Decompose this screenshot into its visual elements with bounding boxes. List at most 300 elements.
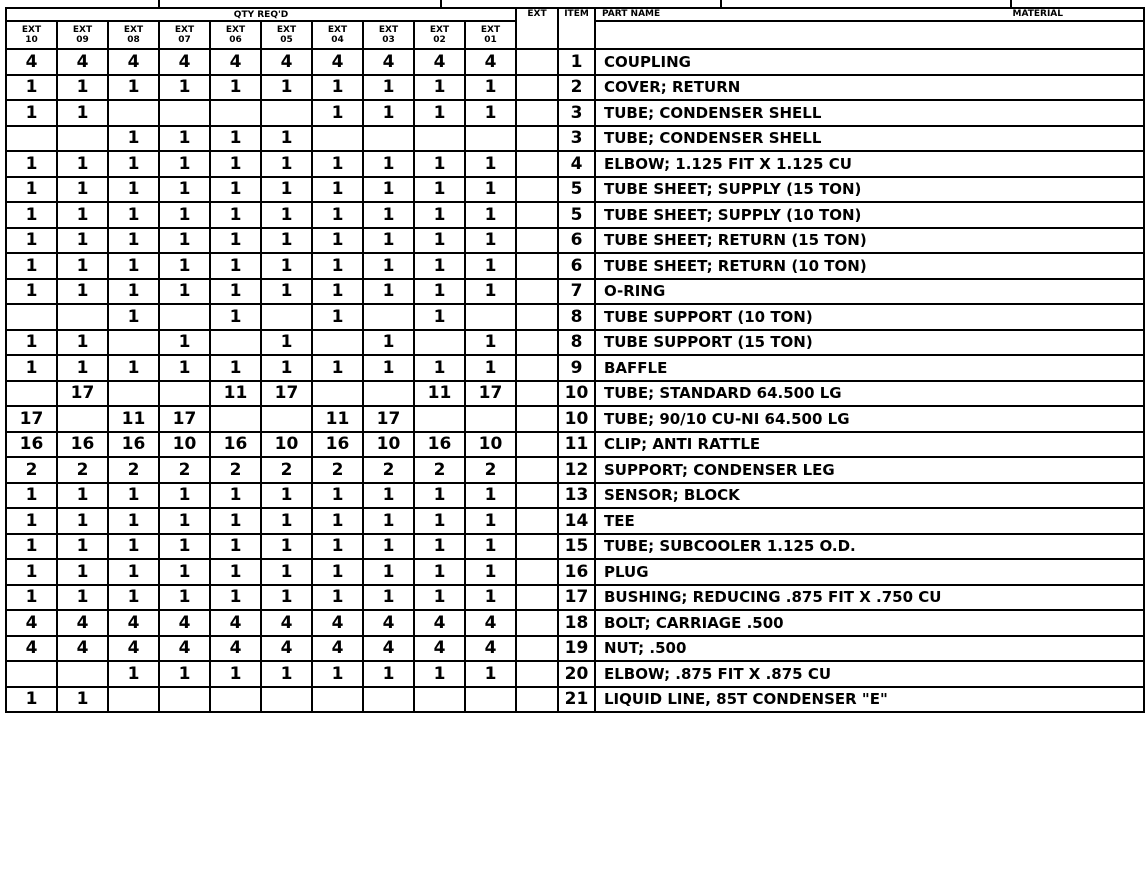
item-number: 6 <box>558 228 595 254</box>
qty-cell: 1 <box>210 228 261 254</box>
part-name: ELBOW; 1.125 FIT X 1.125 CU <box>595 151 1144 177</box>
qty-cell: 1 <box>312 483 363 509</box>
qty-cell: 1 <box>108 534 159 560</box>
qty-cell: 1 <box>414 559 465 585</box>
bom-row <box>6 406 1144 432</box>
qty-cell: 1 <box>414 661 465 687</box>
qty-cell: 1 <box>312 177 363 203</box>
qty-cell: 1 <box>210 661 261 687</box>
qty-cell: 1 <box>159 75 210 101</box>
qty-cell: 1 <box>6 202 57 228</box>
bom-row <box>6 202 1144 228</box>
qty-cell: 1 <box>159 253 210 279</box>
qty-cell: 1 <box>159 126 210 152</box>
qty-cell <box>210 687 261 713</box>
part-name: COVER; RETURN <box>595 75 1144 101</box>
qty-cell <box>312 381 363 407</box>
qty-cell: 1 <box>57 559 108 585</box>
qty-cell: 1 <box>414 100 465 126</box>
ext-cell <box>516 406 558 432</box>
qty-cell: 2 <box>261 457 312 483</box>
bom-row <box>6 330 1144 356</box>
qty-cell <box>108 381 159 407</box>
qty-cell: 1 <box>108 75 159 101</box>
bom-row <box>6 508 1144 534</box>
ext-column-header <box>57 21 108 49</box>
qty-cell: 1 <box>6 279 57 305</box>
qty-cell: 1 <box>210 355 261 381</box>
qty-cell: 4 <box>210 49 261 75</box>
qty-cell: 1 <box>465 100 516 126</box>
qty-cell: 1 <box>108 228 159 254</box>
qty-cell: 4 <box>108 49 159 75</box>
qty-cell: 1 <box>261 508 312 534</box>
qty-cell: 1 <box>108 151 159 177</box>
qty-cell: 1 <box>414 177 465 203</box>
qty-cell: 1 <box>159 355 210 381</box>
qty-cell: 1 <box>6 585 57 611</box>
qty-cell: 1 <box>57 355 108 381</box>
qty-cell: 1 <box>6 355 57 381</box>
item-number: 12 <box>558 457 595 483</box>
part-name: BAFFLE <box>595 355 1144 381</box>
bom-row <box>6 661 1144 687</box>
qty-cell: 1 <box>6 100 57 126</box>
bom-row <box>6 687 1144 713</box>
qty-cell: 4 <box>108 610 159 636</box>
part-name: TUBE SHEET; RETURN (10 TON) <box>595 253 1144 279</box>
part-name: TUBE SUPPORT (10 TON) <box>595 304 1144 330</box>
qty-cell: 4 <box>414 610 465 636</box>
qty-cell: 16 <box>414 432 465 458</box>
qty-cell: 1 <box>57 687 108 713</box>
qty-cell: 1 <box>6 508 57 534</box>
bom-row <box>6 304 1144 330</box>
ext-column-header <box>465 21 516 49</box>
qty-cell: 1 <box>363 585 414 611</box>
qty-cell: 4 <box>261 636 312 662</box>
qty-cell: 1 <box>465 355 516 381</box>
qty-cell: 4 <box>312 636 363 662</box>
qty-cell: 1 <box>261 126 312 152</box>
qty-cell <box>108 687 159 713</box>
qty-cell: 1 <box>363 253 414 279</box>
qty-cell: 1 <box>159 151 210 177</box>
qty-cell: 1 <box>159 508 210 534</box>
qty-cell: 1 <box>210 253 261 279</box>
qty-cell: 1 <box>363 661 414 687</box>
qty-cell: 4 <box>465 610 516 636</box>
qty-cell: 2 <box>210 457 261 483</box>
qty-cell: 4 <box>57 49 108 75</box>
qty-cell: 1 <box>465 279 516 305</box>
qty-cell: 1 <box>159 177 210 203</box>
qty-cell: 1 <box>210 177 261 203</box>
qty-cell <box>57 661 108 687</box>
bom-row <box>6 355 1144 381</box>
qty-cell: 1 <box>465 330 516 356</box>
qty-cell: 1 <box>465 661 516 687</box>
qty-cell: 1 <box>414 75 465 101</box>
item-number: 20 <box>558 661 595 687</box>
qty-cell: 1 <box>108 585 159 611</box>
qty-cell: 1 <box>57 534 108 560</box>
bom-row <box>6 610 1144 636</box>
qty-cell: 1 <box>210 534 261 560</box>
qty-cell: 1 <box>6 228 57 254</box>
qty-cell: 1 <box>465 585 516 611</box>
qty-cell: 1 <box>414 202 465 228</box>
qty-cell: 16 <box>210 432 261 458</box>
qty-cell: 1 <box>6 151 57 177</box>
qty-cell: 1 <box>210 585 261 611</box>
part-name-label: PART NAME <box>602 9 661 19</box>
bom-row <box>6 279 1144 305</box>
qty-cell <box>414 330 465 356</box>
item-number: 8 <box>558 304 595 330</box>
qty-cell: 1 <box>210 202 261 228</box>
qty-cell: 11 <box>312 406 363 432</box>
qty-cell: 1 <box>363 228 414 254</box>
qty-cell: 1 <box>159 279 210 305</box>
qty-cell: 4 <box>210 636 261 662</box>
item-number: 8 <box>558 330 595 356</box>
qty-cell: 1 <box>312 661 363 687</box>
part-name-header <box>595 8 1144 21</box>
qty-cell: 1 <box>159 228 210 254</box>
part-name: NUT; .500 <box>595 636 1144 662</box>
bom-row <box>6 49 1144 75</box>
ext-cell <box>516 177 558 203</box>
part-name: TUBE SHEET; RETURN (15 TON) <box>595 228 1144 254</box>
qty-cell: 1 <box>465 151 516 177</box>
ext-column-header <box>363 21 414 49</box>
qty-cell <box>414 126 465 152</box>
qty-cell: 1 <box>261 202 312 228</box>
qty-cell: 11 <box>414 381 465 407</box>
qty-cell: 1 <box>363 75 414 101</box>
qty-cell: 4 <box>465 636 516 662</box>
ext-column-label: EXT 07 <box>174 25 195 45</box>
qty-cell <box>6 661 57 687</box>
part-name: TUBE SUPPORT (15 TON) <box>595 330 1144 356</box>
qty-cell: 4 <box>312 610 363 636</box>
ext-cell <box>516 304 558 330</box>
qty-cell: 1 <box>6 559 57 585</box>
qty-cell: 4 <box>159 636 210 662</box>
part-name: BUSHING; REDUCING .875 FIT X .750 CU <box>595 585 1144 611</box>
part-name: ELBOW; .875 FIT X .875 CU <box>595 661 1144 687</box>
bom-body <box>6 8 1144 712</box>
item-number: 18 <box>558 610 595 636</box>
part-name: CLIP; ANTI RATTLE <box>595 432 1144 458</box>
qty-cell <box>57 406 108 432</box>
qty-cell: 1 <box>6 483 57 509</box>
qty-cell: 1 <box>414 253 465 279</box>
qty-cell: 1 <box>210 559 261 585</box>
part-name: TUBE; CONDENSER SHELL <box>595 126 1144 152</box>
qty-cell: 1 <box>261 330 312 356</box>
qty-cell: 1 <box>261 534 312 560</box>
qty-cell: 1 <box>108 202 159 228</box>
part-name: COUPLING <box>595 49 1144 75</box>
qty-cell: 2 <box>312 457 363 483</box>
ext-column-label: EXT 04 <box>327 25 348 45</box>
item-number: 13 <box>558 483 595 509</box>
qty-cell <box>6 304 57 330</box>
qty-cell <box>6 381 57 407</box>
qty-cell: 4 <box>261 610 312 636</box>
material-label: MATERIAL <box>1012 9 1063 19</box>
qty-cell: 4 <box>363 610 414 636</box>
qty-cell: 2 <box>108 457 159 483</box>
qty-cell: 1 <box>414 304 465 330</box>
qty-cell: 17 <box>159 406 210 432</box>
qty-cell: 4 <box>57 610 108 636</box>
qty-cell: 1 <box>414 585 465 611</box>
ext-cell <box>516 100 558 126</box>
bom-row <box>6 432 1144 458</box>
bom-row <box>6 559 1144 585</box>
qty-cell <box>465 687 516 713</box>
ext-cell <box>516 687 558 713</box>
qty-cell: 16 <box>57 432 108 458</box>
qty-cell: 1 <box>312 279 363 305</box>
part-name: O-RING <box>595 279 1144 305</box>
bom-row <box>6 126 1144 152</box>
qty-cell: 4 <box>6 610 57 636</box>
ext-cell <box>516 381 558 407</box>
part-name: SENSOR; BLOCK <box>595 483 1144 509</box>
qty-cell: 4 <box>159 610 210 636</box>
bom-row <box>6 75 1144 101</box>
qty-cell: 1 <box>414 228 465 254</box>
qty-cell: 1 <box>312 508 363 534</box>
qty-cell <box>312 126 363 152</box>
item-number: 7 <box>558 279 595 305</box>
qty-cell: 1 <box>261 253 312 279</box>
qty-cell <box>414 406 465 432</box>
qty-cell: 1 <box>210 279 261 305</box>
qty-cell: 1 <box>57 253 108 279</box>
ext-column-header <box>312 21 363 49</box>
qty-cell: 1 <box>312 75 363 101</box>
qty-cell: 2 <box>159 457 210 483</box>
qty-cell: 1 <box>465 253 516 279</box>
qty-cell: 1 <box>57 75 108 101</box>
qty-cell: 10 <box>159 432 210 458</box>
part-name: PLUG <box>595 559 1144 585</box>
qty-cell: 16 <box>108 432 159 458</box>
qty-cell: 1 <box>312 355 363 381</box>
qty-cell: 1 <box>159 202 210 228</box>
qty-cell: 4 <box>465 49 516 75</box>
qty-cell <box>261 100 312 126</box>
item-number: 19 <box>558 636 595 662</box>
qty-cell <box>159 304 210 330</box>
qty-cell: 1 <box>363 355 414 381</box>
qty-cell: 11 <box>210 381 261 407</box>
item-number: 17 <box>558 585 595 611</box>
qty-cell: 2 <box>57 457 108 483</box>
qty-cell: 4 <box>261 49 312 75</box>
qty-cell: 4 <box>414 636 465 662</box>
qty-cell: 10 <box>465 432 516 458</box>
part-name: TUBE; SUBCOOLER 1.125 O.D. <box>595 534 1144 560</box>
qty-cell <box>312 330 363 356</box>
qty-cell: 1 <box>312 559 363 585</box>
qty-cell: 4 <box>363 636 414 662</box>
qty-cell <box>57 304 108 330</box>
qty-cell: 11 <box>108 406 159 432</box>
qty-cell <box>159 381 210 407</box>
ext-cell <box>516 75 558 101</box>
qty-cell: 1 <box>159 661 210 687</box>
qty-cell: 1 <box>363 100 414 126</box>
qty-cell: 1 <box>465 534 516 560</box>
qty-cell: 1 <box>108 508 159 534</box>
qty-cell: 1 <box>261 75 312 101</box>
qty-cell: 1 <box>261 228 312 254</box>
bom-row <box>6 100 1144 126</box>
item-number: 9 <box>558 355 595 381</box>
qty-cell: 17 <box>261 381 312 407</box>
ext-column-label: EXT 05 <box>276 25 297 45</box>
ext-column-label: EXT 06 <box>225 25 246 45</box>
qty-cell: 4 <box>210 610 261 636</box>
ext-column-label: EXT 10 <box>21 25 42 45</box>
qty-cell <box>261 304 312 330</box>
item-number: 11 <box>558 432 595 458</box>
qty-cell <box>465 406 516 432</box>
qty-cell: 1 <box>57 508 108 534</box>
qty-cell <box>363 381 414 407</box>
qty-cell: 1 <box>108 483 159 509</box>
qty-cell: 2 <box>414 457 465 483</box>
ext-cell <box>516 610 558 636</box>
qty-cell: 1 <box>6 534 57 560</box>
item-number: 2 <box>558 75 595 101</box>
qty-cell <box>363 687 414 713</box>
qty-cell: 1 <box>363 534 414 560</box>
qty-cell: 4 <box>414 49 465 75</box>
qty-cell: 1 <box>108 304 159 330</box>
bom-row <box>6 381 1144 407</box>
qty-cell: 1 <box>57 177 108 203</box>
qty-cell <box>210 406 261 432</box>
part-name: TUBE; CONDENSER SHELL <box>595 100 1144 126</box>
qty-cell: 4 <box>6 49 57 75</box>
bom-row <box>6 151 1144 177</box>
ext-header: EXT <box>516 8 558 49</box>
item-number: 5 <box>558 202 595 228</box>
qty-cell: 1 <box>465 483 516 509</box>
qty-cell: 4 <box>363 49 414 75</box>
qty-cell: 1 <box>363 330 414 356</box>
qty-cell: 1 <box>363 177 414 203</box>
qty-cell: 1 <box>414 483 465 509</box>
qty-cell: 1 <box>210 151 261 177</box>
ext-cell <box>516 126 558 152</box>
qty-cell: 1 <box>6 177 57 203</box>
qty-cell: 1 <box>261 177 312 203</box>
qty-cell: 1 <box>108 355 159 381</box>
qty-cell <box>57 126 108 152</box>
qty-cell <box>108 100 159 126</box>
qty-cell: 1 <box>312 202 363 228</box>
qty-cell: 1 <box>108 559 159 585</box>
qty-cell: 17 <box>6 406 57 432</box>
bom-row <box>6 177 1144 203</box>
qty-cell: 1 <box>312 228 363 254</box>
qty-cell: 1 <box>312 151 363 177</box>
qty-cell: 1 <box>6 253 57 279</box>
ext-cell <box>516 253 558 279</box>
ext-column-label: EXT 08 <box>123 25 144 45</box>
ext-column-header <box>6 21 57 49</box>
item-number: 10 <box>558 406 595 432</box>
qty-cell: 4 <box>57 636 108 662</box>
qty-cell: 1 <box>363 279 414 305</box>
border-tick <box>720 0 722 7</box>
qty-cell: 2 <box>6 457 57 483</box>
qty-cell: 1 <box>159 330 210 356</box>
qty-cell: 1 <box>159 534 210 560</box>
qty-cell: 1 <box>363 559 414 585</box>
qty-cell: 1 <box>57 228 108 254</box>
qty-cell: 2 <box>465 457 516 483</box>
qty-cell: 1 <box>261 151 312 177</box>
qty-cell: 16 <box>6 432 57 458</box>
qty-cell: 1 <box>108 253 159 279</box>
ext-cell <box>516 534 558 560</box>
ext-cell <box>516 330 558 356</box>
qty-cell: 17 <box>57 381 108 407</box>
qty-cell <box>363 126 414 152</box>
qty-cell: 1 <box>465 508 516 534</box>
title-block-edge <box>0 0 1148 7</box>
qty-cell: 16 <box>312 432 363 458</box>
qty-cell: 1 <box>210 483 261 509</box>
ext-cell <box>516 483 558 509</box>
part-name: LIQUID LINE, 85T CONDENSER "E" <box>595 687 1144 713</box>
bom-row <box>6 585 1144 611</box>
ext-cell <box>516 508 558 534</box>
qty-cell: 1 <box>57 483 108 509</box>
qty-cell: 1 <box>363 508 414 534</box>
bill-of-materials-table <box>5 7 1145 713</box>
qty-cell: 4 <box>108 636 159 662</box>
ext-cell <box>516 661 558 687</box>
qty-cell: 1 <box>210 508 261 534</box>
qty-cell <box>312 687 363 713</box>
ext-cell <box>516 585 558 611</box>
qty-cell: 1 <box>363 483 414 509</box>
qty-cell: 1 <box>312 534 363 560</box>
qty-cell: 17 <box>465 381 516 407</box>
ext-column-label: EXT 03 <box>378 25 399 45</box>
qty-cell <box>159 687 210 713</box>
qty-cell: 1 <box>57 202 108 228</box>
qty-cell <box>465 304 516 330</box>
qty-cell: 1 <box>159 585 210 611</box>
part-name: TUBE SHEET; SUPPLY (15 TON) <box>595 177 1144 203</box>
qty-cell: 2 <box>363 457 414 483</box>
qty-cell: 1 <box>159 483 210 509</box>
qty-cell: 17 <box>363 406 414 432</box>
qty-cell: 1 <box>363 151 414 177</box>
bom-row <box>6 228 1144 254</box>
